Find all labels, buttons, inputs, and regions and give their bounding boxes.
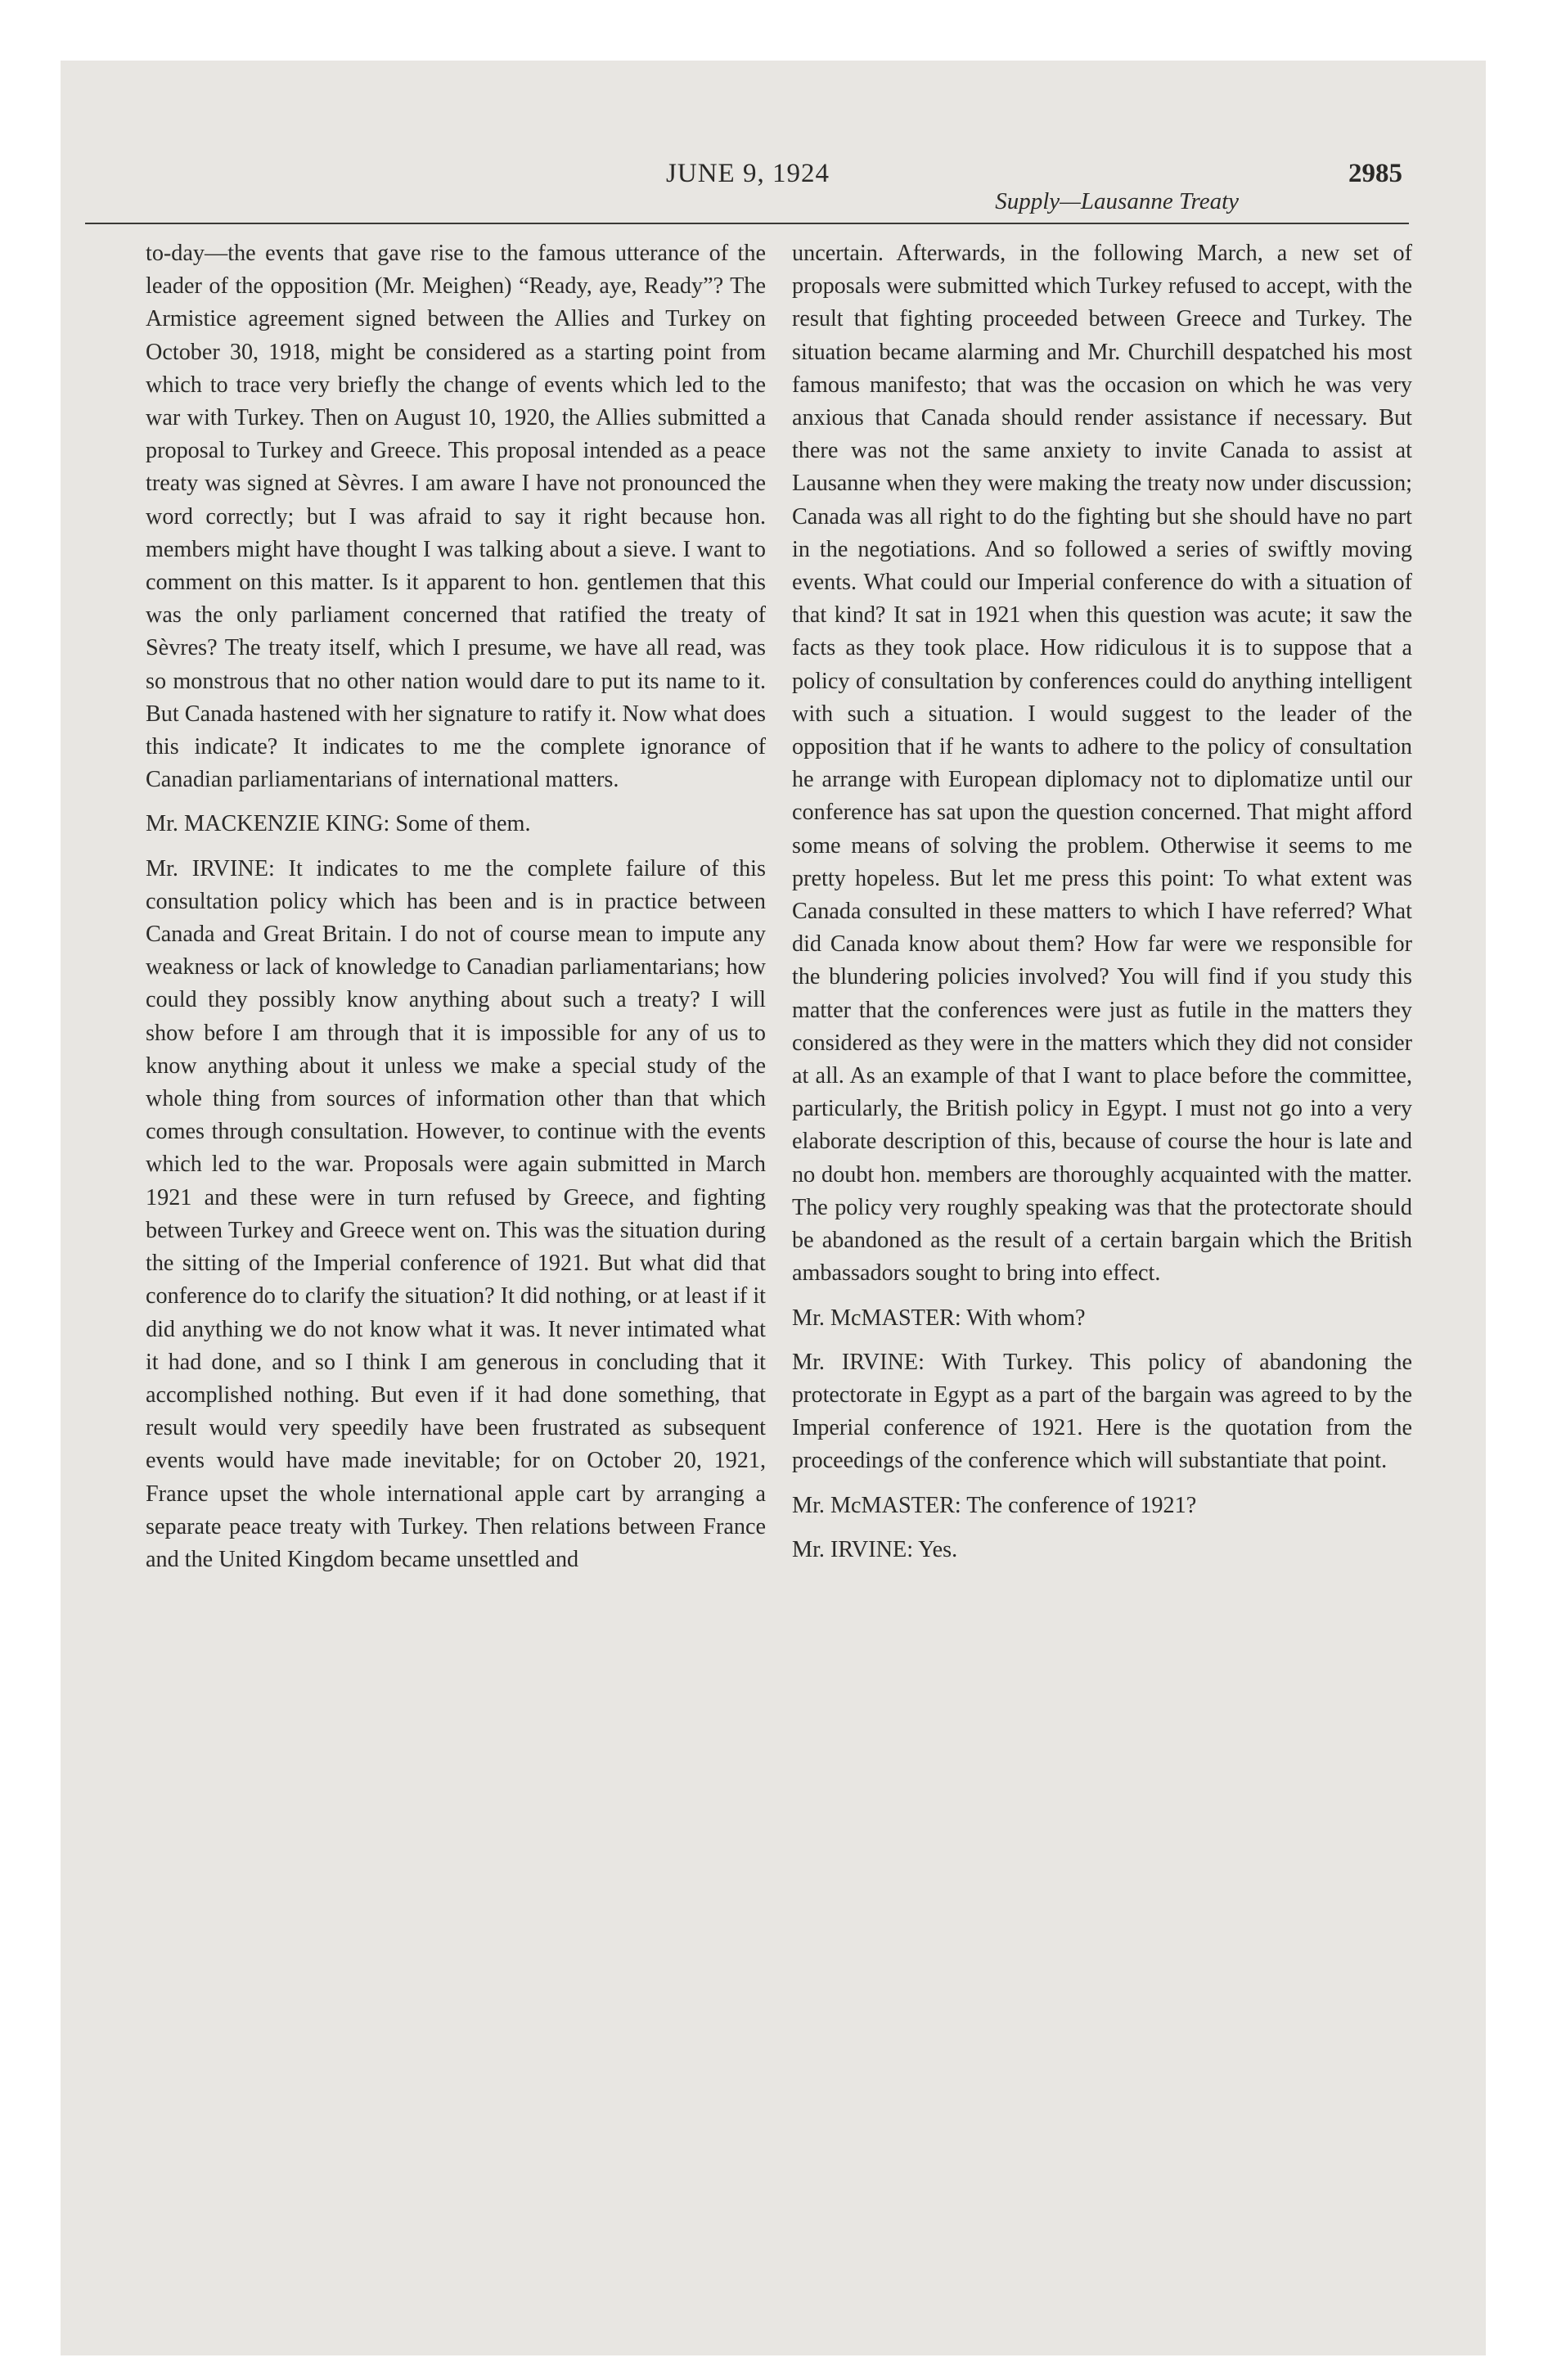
header-date: JUNE 9, 1924 [666, 159, 830, 188]
paragraph: uncertain. Afterwards, in the following March, a new set of proposals were submitted which Turkey refused to accept, with the result that fighting proceeded between Greece and Turkey. The situation became alarming and Mr. Churchill despatched his most famous manifesto; that was the occasion on which he was very anxious that Canada should render assistance if necessary. But there was not the same anxiety to invite Canada to assist at Lausanne when they were making the treaty now under discussion; Canada was all right to do the fighting but she should have no part in the negotiations. And so followed a series of swiftly moving events. What could our Imperial conference do with a situation of that kind? It sat in 1921 when this question was acute; it saw the facts as they took place. How ridiculous it is to suppose that a policy of consultation by conferences could do anything intelligent with such a situation. I would suggest to the leader of the opposition that if he wants to adhere to the policy of consultation he arrange with European diplomacy not to diplomatize until our conference has sat upon the question concerned. That might afford some means of solving the problem. Otherwise it seems to me pretty hopeless. But let me press this point: To what extent was Canada consulted in these matters to which I have referred? What did Canada know about them? How far were we responsible for the blundering policies involved? You will find if you study this matter that the conferences were just as futile in the matters they considered as they were in the matters which they did not consider at all. As an example of that I want to place before the committee, particularly, the British policy in Egypt. I must not go into a very elaborate description of this, because of course the hour is late and no doubt hon. members are thoroughly acquainted with the matter. The policy very roughly speaking was that the protectorate should be abandoned as the result of a certain bargain which the British ambassadors sought to bring into effect. [792, 241, 1412, 1287]
speaker-line: Mr. MACKENZIE KING: Some of them. [146, 811, 531, 837]
left-column [146, 237, 766, 1576]
paragraph: Mr. IRVINE: It indicates to me the complete failure of this consultation policy which has been and is in practice between Canada and Great Britain. I do not of course mean to impute any weakness or lack of knowledge to Canadian parliamentarians; how could they possibly know anything about such a treaty? I will show before I am through that it is impossible for any of us to know anything about it unless we make a special study of the whole thing from sources of information other than that which comes through consultation. However, to continue with the events which led to the war. Proposals were again submitted in March 1921 and these were in turn refused by Greece, and fighting between Turkey and Greece went on. This was the situation during the sitting of the Imperial conference of 1921. But what did that conference do to clarify the situation? It did nothing, or at least if it did anything we do not know what it was. It never intimated what it had done, and so I think I am generous in concluding that it accomplished nothing. But even if it had done something, that result would very speedily have been frustrated as subsequent events would have made inevitable; for on October 20, 1921, France upset the whole international apple cart by arranging a separate peace treaty with Turkey. Then relations between France and the United Kingdom became unsettled and [146, 855, 766, 1572]
running-title: Supply—Lausanne Treaty [995, 188, 1239, 214]
page-number: 2985 [1348, 159, 1402, 188]
paragraph: Mr. IRVINE: With Turkey. This policy of abandoning the protectorate in Egypt as a part of the bargain was agreed to by the Imperial conference of 1921. Here is the quotation from the proceedings of the conference which will substantiate that point. [792, 1349, 1412, 1474]
page-header [85, 90, 1411, 213]
right-column [792, 237, 1412, 1566]
paragraph: to-day—the events that gave rise to the famous utterance of the leader of the opposition (Mr. Meighen) “Ready, aye, Ready”? The Armistice agreement signed between the Allies and Turkey on October 30, 1918, might be considered as a starting point from which to trace very briefly the change of events which led to the war with Turkey. Then on August 10, 1920, the Allies submitted a proposal to Turkey and Greece. This proposal intended as a peace treaty was signed at Sèvres. I am aware I have not pronounced the word correctly; but I was afraid to say it right because hon. members might have thought I was talking about a sieve. I want to comment on this matter. Is it apparent to hon. gentlemen that this was the only parliament concerned that ratified the treaty of Sèvres? The treaty itself, which I presume, we have all read, was so monstrous that no other nation would dare to put its name to it. But Canada hastened with her signature to ratify it. Now what does this indicate? It indicates to me the complete ignorance of Canadian parliamentarians of international matters. [146, 241, 766, 793]
speaker-line: Mr. McMASTER: With whom? [792, 1305, 1086, 1331]
header-rule [85, 223, 1409, 224]
speaker-line: Mr. McMASTER: The conference of 1921? [792, 1492, 1197, 1518]
speaker-line: Mr. IRVINE: Yes. [792, 1536, 958, 1562]
